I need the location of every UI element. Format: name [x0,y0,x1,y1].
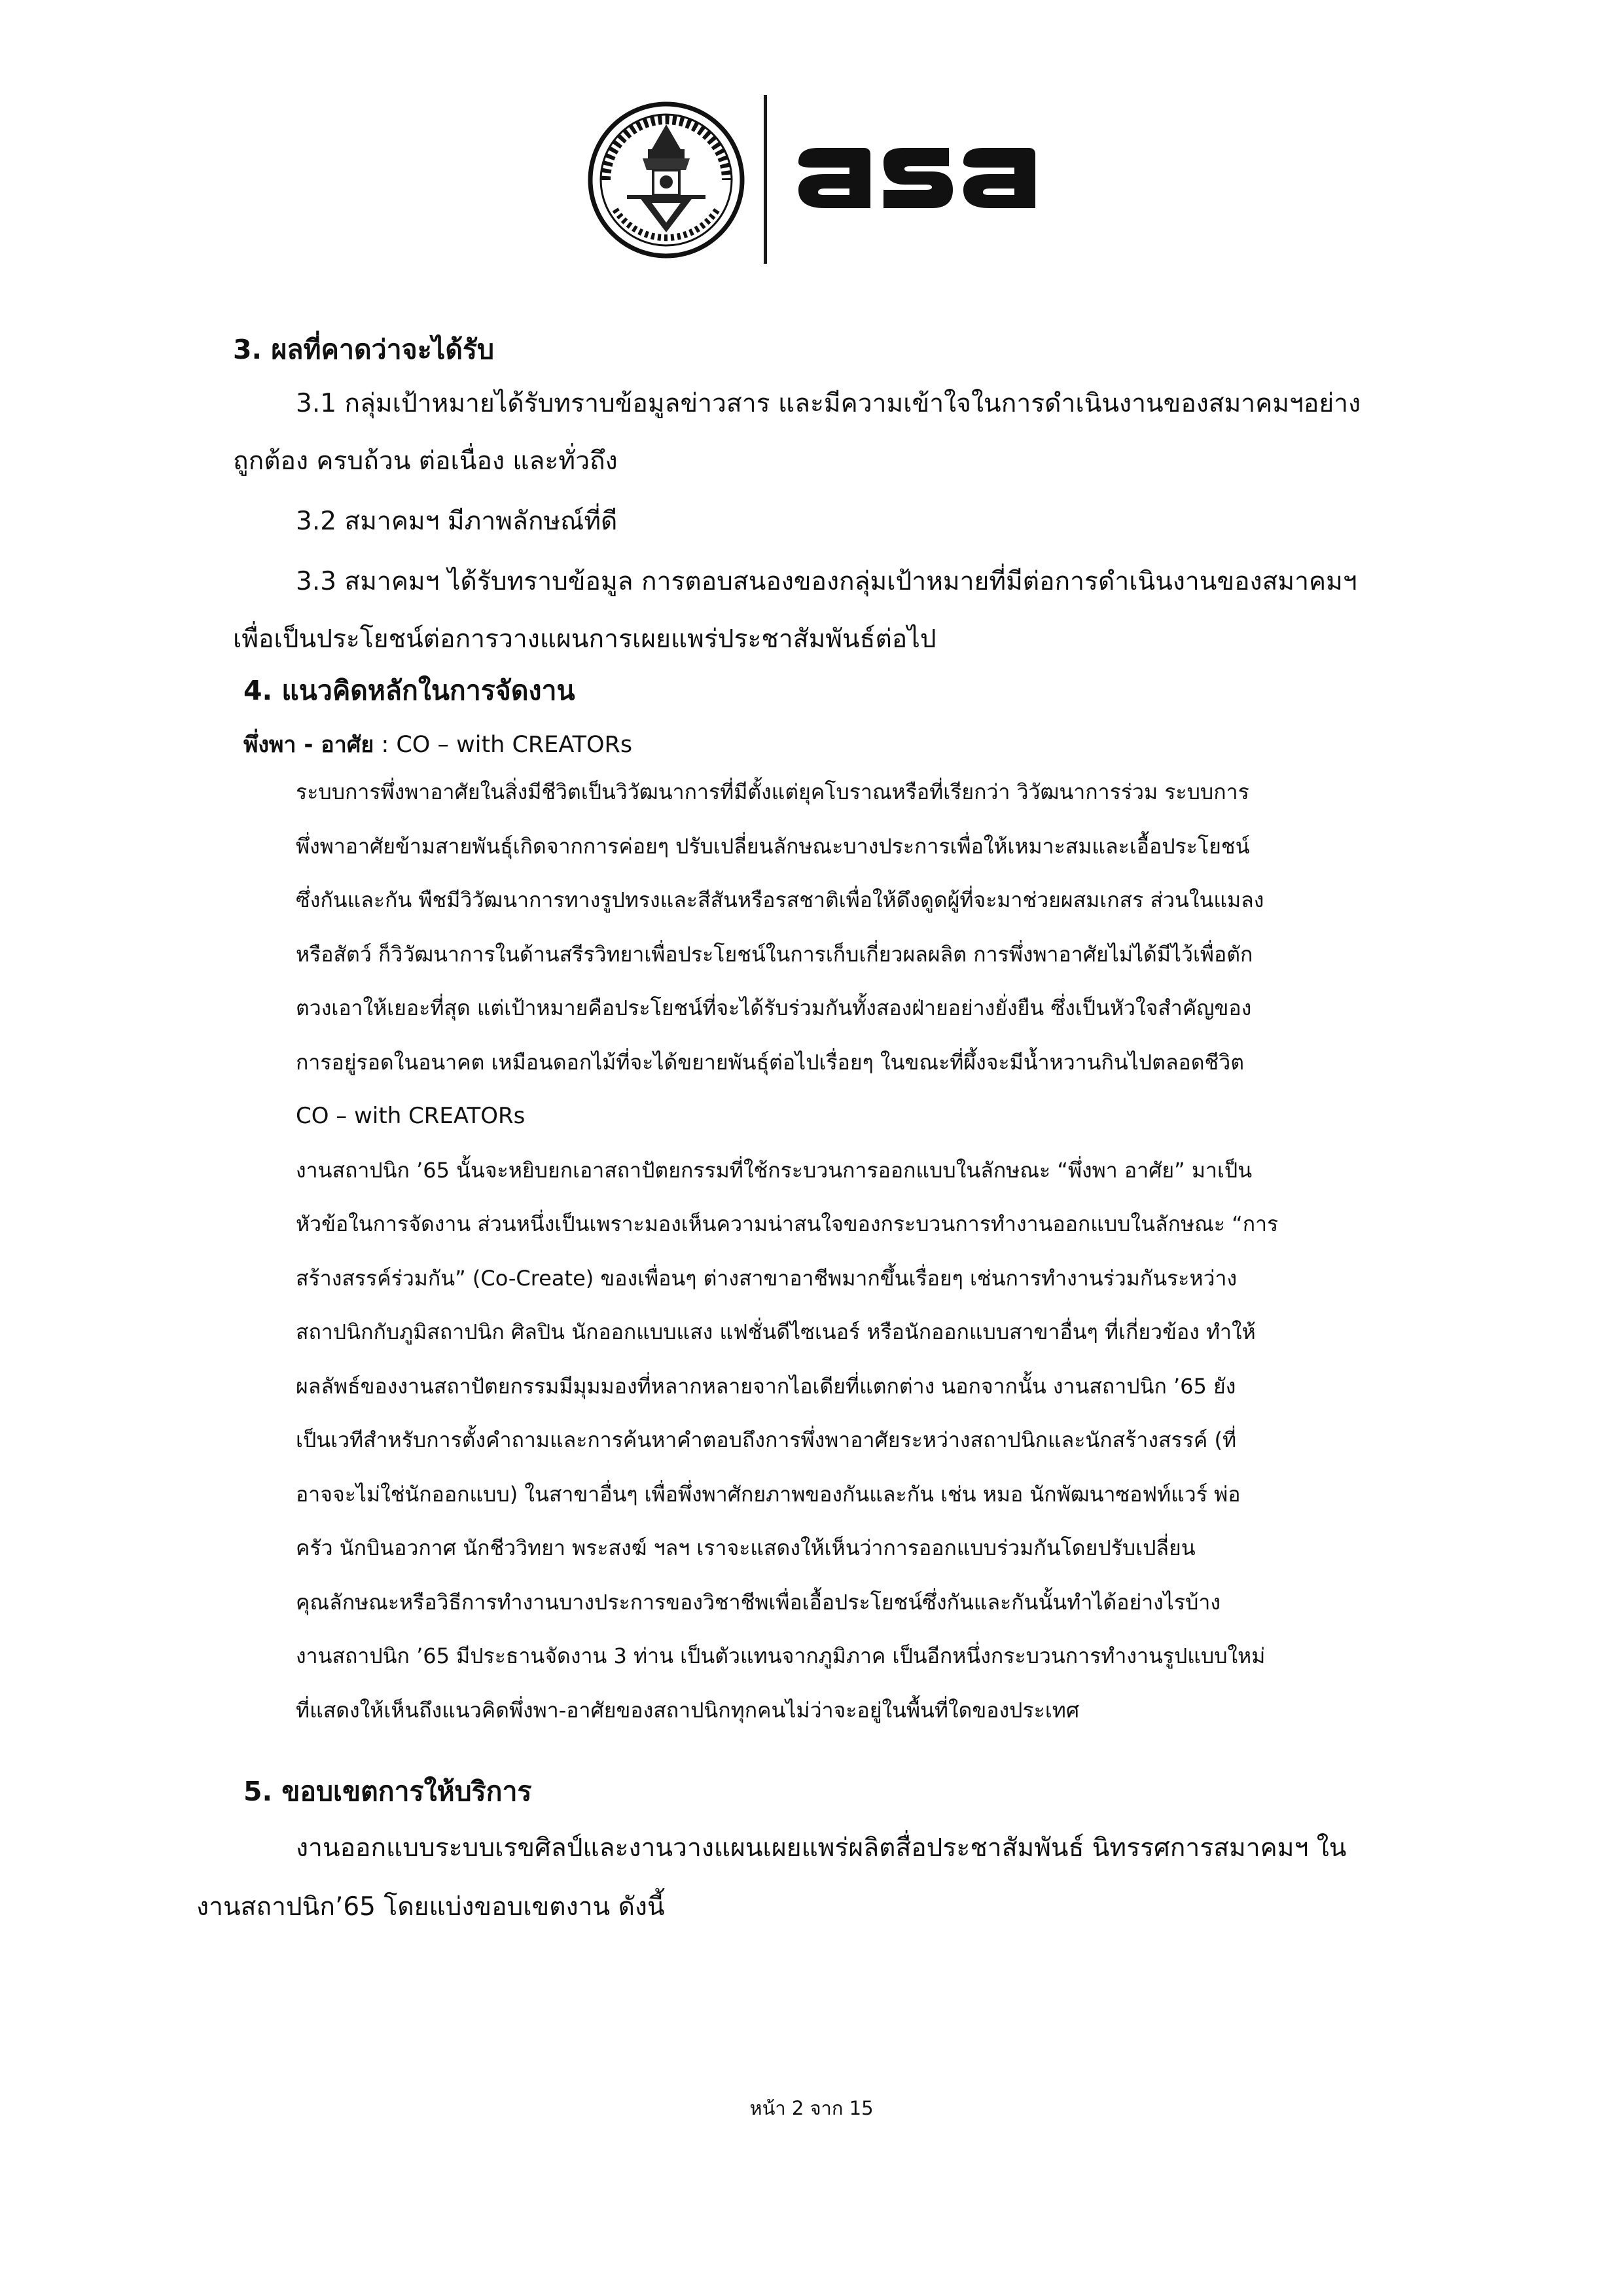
essay-line: งานสถาปนิก ’65 มีประธานจัดงาน 3 ท่าน เป็นตัวแทนจากภูมิภาค เป็นอีกหนึ่งกระบวนการทำงานรูปแบบใหม่ [296,1643,1266,1668]
asa-seal-logo [588,98,745,262]
item-3-2: 3.2 สมาคมฯ มีภาพลักษณ์ที่ดี [296,507,618,536]
essay-line: ซึ่งกันและกัน พืชมีวิวัฒนาการทางรูปทรงและสีสันหรือรสชาติเพื่อให้ดึงดูดผู้ที่จะมาช่วยผสมเกสร ส่วนในแมลง [296,888,1264,912]
essay-line: ระบบการพึ่งพาอาศัยในสิ่งมีชีวิตเป็นวิวัฒนาการที่มีตั้งแต่ยุคโบราณหรือที่เรียกว่า วิวัฒนาการร่วม ระบบการ [296,780,1249,804]
section-3-heading: 3. ผลที่คาดว่าจะได้รับ [233,334,495,365]
item-3-3-line-1: 3.3 สมาคมฯ ได้รับทราบข้อมูล การตอบสนองของกลุ่มเป้าหมายที่มีต่อการดำเนินงานของสมาคมฯ [296,567,1357,596]
section-5-line-2: งานสถาปนิก’65 โดยแบ่งขอบเขตงาน ดังนี้ [196,1892,665,1922]
essay-line: หรือสัตว์ ก็วิวัฒนาการในด้านสรีรวิทยาเพื่อประโยชน์ในการเก็บเกี่ยวผลผลิต การพึ่งพาอาศัยไม่ได้มีไว้เพื่อตัก [296,941,1253,967]
essay-line: ตวงเอาให้เยอะที่สุด แต่เป้าหมายคือประโยชน์ที่จะได้รับร่วมกันทั้งสองฝ่ายอย่างยั่งยืน ซึ่งเป็นหัวใจสำคัญของ [296,996,1252,1020]
essay-line: การอยู่รอดในอนาคต เหมือนดอกไม้ที่จะได้ขยายพันธุ์ต่อไปเรื่อยๆ ในขณะที่ผึ้งจะมีน้ำหวานกินไปตลอดชีวิต [296,1049,1245,1075]
essay-line: ที่แสดงให้เห็นถึงแนวคิดพึ่งพา-อาศัยของสถาปนิกทุกคนไม่ว่าจะอยู่ในพื้นที่ใดของประเทศ [296,1697,1080,1723]
item-3-1-line-1: 3.1 กลุ่มเป้าหมายได้รับทราบข้อมูลข่าวสาร และมีความเข้าใจในการดำเนินงานของสมาคมฯอย่าง [296,389,1361,418]
essay-line: ผลลัพธ์ของงานสถาปัตยกรรมมีมุมมองที่หลากหลายจากไอเดียที่แตกต่าง นอกจากนั้น งานสถาปนิก ’65 ยัง [296,1373,1236,1399]
essay-line: เป็นเวทีสำหรับการตั้งคำถามและการค้นหาคำตอบถึงการพึ่งพาอาศัยระหว่างสถาปนิกและนักสร้างสรรค์ (ที่ [296,1427,1237,1452]
asa-brand-logo [792,143,1041,215]
essay-subheading: CO – with CREATORs [296,1103,526,1129]
header-logos [576,92,1073,268]
concept-title-thai: พึ่งพา - อาศัย [243,732,374,758]
logo-divider [764,95,767,264]
essay-line: หัวข้อในการจัดงาน ส่วนหนึ่งเป็นเพราะมองเห็นความน่าสนใจของกระบวนการทำงานออกแบบในลักษณะ “การ [296,1211,1279,1236]
item-3-3-line-2: เพื่อเป็นประโยชน์ต่อการวางแผนการเผยแพร่ประชาสัมพันธ์ต่อไป [233,624,936,654]
page-number: หน้า 2 จาก 15 [749,2097,874,2119]
essay-line: คุณลักษณะหรือวิธีการทำงานบางประการของวิชาชีพเพื่อเอื้อประโยชน์ซึ่งกันและกันนั้นทำได้อย่างไรบ้าง [296,1589,1221,1615]
essay-line: อาจจะไม่ใช่นักออกแบบ) ในสาขาอื่นๆ เพื่อพึ่งพาศักยภาพของกันและกัน เช่น หมอ นักพัฒนาซอฟท์แวร์ พ่อ [296,1481,1241,1507]
essay-line: งานสถาปนิก ’65 นั้นจะหยิบยกเอาสถาปัตยกรรมที่ใช้กระบวนการออกแบบในลักษณะ “พึ่งพา อาศัย” มาเป็น [296,1157,1253,1183]
essay-line: พึ่งพาอาศัยข้ามสายพันธุ์เกิดจากการค่อยๆ ปรับเปลี่ยนลักษณะบางประการเพื่อให้เหมาะสมและเอื้อประโยชน์ [296,833,1250,859]
concept-title-english: : CO – with CREATORs [374,732,633,758]
section-5-line-1: งานออกแบบระบบเรขศิลป์และงานวางแผนเผยแพร่ผลิตสื่อประชาสัมพันธ์ นิทรรศการสมาคมฯ ใน [296,1833,1347,1863]
concept-essay [296,776,1278,1748]
essay-line: ครัว นักบินอวกาศ นักชีววิทยา พระสงฆ์ ฯลฯ เราจะแสดงให้เห็นว่าการออกแบบร่วมกันโดยปรับเปลี่ยน [296,1535,1196,1560]
essay-line: สถาปนิกกับภูมิสถาปนิก ศิลปิน นักออกแบบแสง แฟชั่นดีไซเนอร์ หรือนักออกแบบสาขาอื่นๆ ที่เกี่ยวข้อง ทำให้ [296,1319,1256,1344]
section-4-heading: 4. แนวคิดหลักในการจัดงาน [243,675,575,706]
essay-line: สร้างสรรค์ร่วมกัน” (Co-Create) ของเพื่อนๆ ต่างสาขาอาชีพมากขึ้นเรื่อยๆ เช่นการทำงานร่วมกันระหว่าง [296,1265,1238,1291]
item-3-1-line-2: ถูกต้อง ครบถ้วน ต่อเนื่อง และทั่วถึง [233,446,618,476]
concept-title [243,726,632,762]
section-5-heading: 5. ขอบเขตการให้บริการ [243,1776,532,1807]
